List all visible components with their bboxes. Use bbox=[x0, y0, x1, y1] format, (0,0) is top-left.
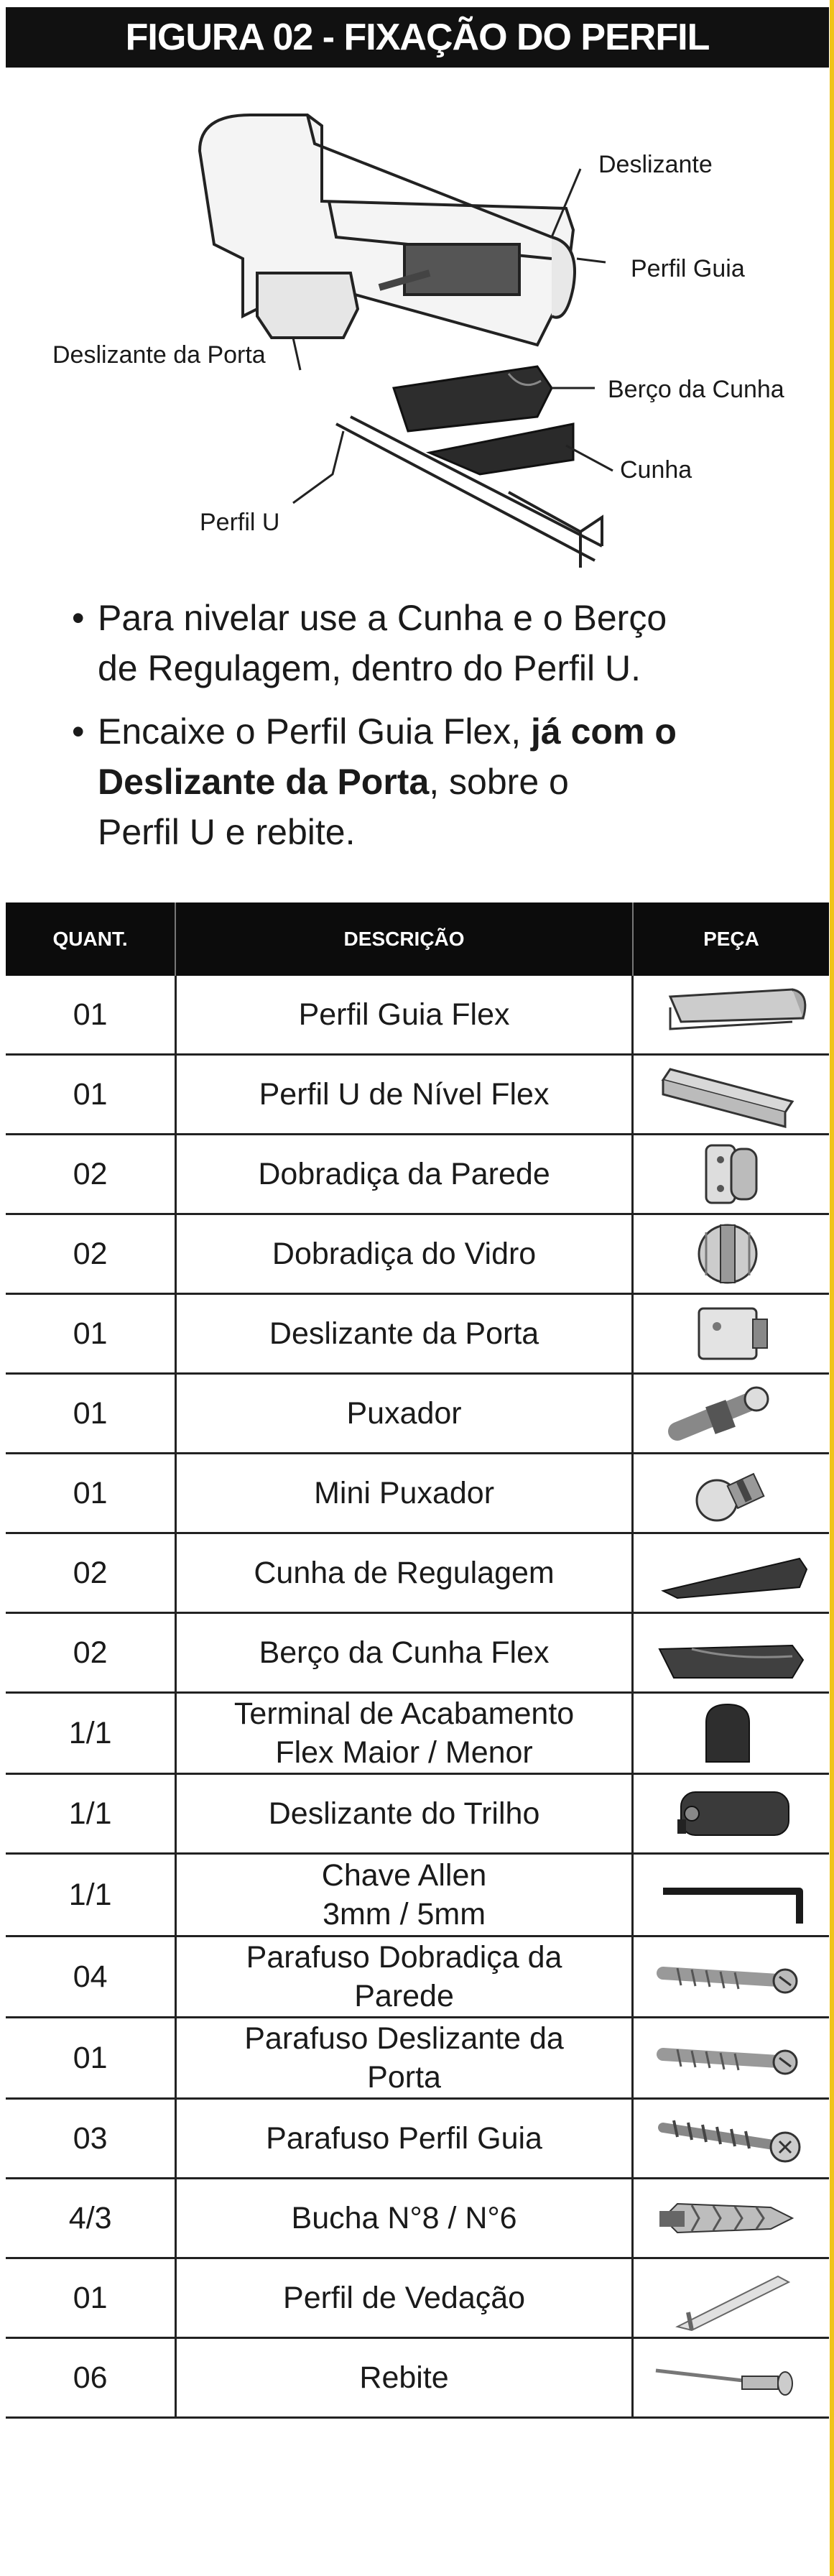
cell-peca bbox=[634, 2339, 829, 2416]
cell-peca bbox=[634, 1614, 829, 1691]
cell-quant: 02 bbox=[6, 1614, 177, 1691]
header-quant: QUANT. bbox=[6, 902, 176, 976]
instruction-bullet-1 bbox=[72, 593, 790, 693]
table-row bbox=[6, 1056, 829, 1135]
instruction-1-line-2: de Regulagem, dentro do Perfil U. bbox=[98, 648, 641, 688]
table-header bbox=[6, 902, 829, 976]
label-cunha: Cunha bbox=[620, 456, 692, 484]
table-row bbox=[6, 1215, 829, 1295]
cell-quant: 06 bbox=[6, 2339, 177, 2416]
cell-quant: 01 bbox=[6, 2018, 177, 2097]
assembly-illustration bbox=[6, 72, 829, 575]
cell-quant: 01 bbox=[6, 1454, 177, 1532]
cell-peca bbox=[634, 1694, 829, 1773]
cell-quant: 4/3 bbox=[6, 2179, 177, 2257]
instruction-2-bold-1: já com o bbox=[531, 711, 677, 752]
cell-peca bbox=[634, 1056, 829, 1133]
table-row bbox=[6, 1295, 829, 1375]
cell-peca bbox=[634, 1775, 829, 1852]
cell-descricao: Chave Allen 3mm / 5mm bbox=[177, 1855, 633, 1935]
cell-quant: 04 bbox=[6, 1937, 177, 2016]
table-row bbox=[6, 1135, 829, 1215]
track-slider-icon bbox=[649, 1778, 814, 1850]
instruction-1-line-1: Para nivelar use a Cunha e o Berço bbox=[98, 598, 667, 638]
cell-quant: 01 bbox=[6, 976, 177, 1053]
cell-quant: 01 bbox=[6, 1295, 177, 1372]
cell-descricao: Dobradiça da Parede bbox=[177, 1135, 633, 1213]
cell-peca bbox=[634, 1937, 829, 2016]
parts-table bbox=[6, 902, 829, 2419]
table-row bbox=[6, 1614, 829, 1694]
seal-profile-icon bbox=[649, 2262, 814, 2334]
cell-descricao: Deslizante do Trilho bbox=[177, 1775, 633, 1852]
cell-peca bbox=[634, 2179, 829, 2257]
cell-descricao: Deslizante da Porta bbox=[177, 1295, 633, 1372]
page-right-border bbox=[830, 0, 834, 2576]
table-row bbox=[6, 2018, 829, 2100]
cell-quant: 01 bbox=[6, 2259, 177, 2337]
table-row bbox=[6, 1694, 829, 1775]
cell-peca bbox=[634, 2259, 829, 2337]
cell-peca bbox=[634, 976, 829, 1053]
instruction-2-post: , sobre o bbox=[429, 762, 569, 802]
table-row bbox=[6, 2259, 829, 2339]
cell-descricao: Cunha de Regulagem bbox=[177, 1534, 633, 1612]
wedge-icon bbox=[649, 1537, 814, 1609]
cell-descricao: Perfil U de Nível Flex bbox=[177, 1056, 633, 1133]
screw-icon bbox=[649, 1941, 814, 2013]
cell-peca bbox=[634, 1215, 829, 1293]
cell-descricao: Berço da Cunha Flex bbox=[177, 1614, 633, 1691]
table-row bbox=[6, 2179, 829, 2259]
instruction-2-line-3: Perfil U e rebite. bbox=[98, 812, 356, 852]
cell-descricao: Perfil Guia Flex bbox=[177, 976, 633, 1053]
wall-hinge-icon bbox=[649, 1138, 814, 1210]
cell-peca bbox=[634, 2100, 829, 2177]
cell-peca bbox=[634, 1135, 829, 1213]
cell-peca bbox=[634, 1855, 829, 1935]
rail-profile-icon bbox=[649, 979, 814, 1051]
table-row bbox=[6, 1937, 829, 2018]
screw-icon bbox=[649, 2022, 814, 2094]
assembly-diagram bbox=[6, 72, 829, 575]
cell-peca bbox=[634, 1534, 829, 1612]
label-deslizante: Deslizante bbox=[598, 151, 713, 178]
cell-descricao: Parafuso Deslizante da Porta bbox=[177, 2018, 633, 2097]
allen-key-icon bbox=[649, 1859, 814, 1931]
table-row bbox=[6, 1375, 829, 1454]
berco-cunha-drawing bbox=[394, 366, 552, 431]
label-berco-cunha: Berço da Cunha bbox=[608, 376, 784, 403]
wedge-cradle-icon bbox=[649, 1617, 814, 1689]
label-perfil-guia: Perfil Guia bbox=[631, 255, 745, 282]
rivet-icon bbox=[649, 2342, 814, 2414]
cell-peca bbox=[634, 1375, 829, 1452]
cell-descricao: Rebite bbox=[177, 2339, 633, 2416]
table-row bbox=[6, 1454, 829, 1534]
end-cap-icon bbox=[649, 1697, 814, 1769]
table-row bbox=[6, 2339, 829, 2419]
cell-quant: 03 bbox=[6, 2100, 177, 2177]
cell-quant: 01 bbox=[6, 1375, 177, 1452]
cell-quant: 1/1 bbox=[6, 1855, 177, 1935]
instruction-2-bold-2: Deslizante da Porta bbox=[98, 762, 430, 802]
label-deslizante-porta: Deslizante da Porta bbox=[52, 341, 266, 369]
instructions bbox=[72, 593, 790, 857]
table-body bbox=[6, 976, 829, 2419]
cell-quant: 1/1 bbox=[6, 1694, 177, 1773]
table-row bbox=[6, 2100, 829, 2179]
cell-descricao: Perfil de Vedação bbox=[177, 2259, 633, 2337]
wall-plug-icon bbox=[649, 2182, 814, 2254]
cell-peca bbox=[634, 2018, 829, 2097]
cell-descricao: Puxador bbox=[177, 1375, 633, 1452]
cell-descricao: Mini Puxador bbox=[177, 1454, 633, 1532]
cunha-drawing bbox=[430, 424, 573, 474]
label-perfil-u: Perfil U bbox=[200, 509, 280, 536]
cell-descricao: Terminal de Acabamento Flex Maior / Menor bbox=[177, 1694, 633, 1773]
instruction-2-pre: Encaixe o Perfil Guia Flex, bbox=[98, 711, 532, 752]
cell-quant: 02 bbox=[6, 1135, 177, 1213]
header-peca: PEÇA bbox=[703, 928, 759, 950]
mini-handle-icon bbox=[649, 1457, 814, 1529]
handle-icon bbox=[649, 1377, 814, 1449]
table-row bbox=[6, 1534, 829, 1614]
wood-screw-icon bbox=[649, 2102, 814, 2174]
cell-descricao: Parafuso Perfil Guia bbox=[177, 2100, 633, 2177]
header-descricao: DESCRIÇÃO bbox=[176, 902, 634, 976]
table-row bbox=[6, 1775, 829, 1855]
table-row bbox=[6, 1855, 829, 1937]
u-profile-icon bbox=[649, 1058, 814, 1130]
figure-title: FIGURA 02 - FIXAÇÃO DO PERFIL bbox=[6, 7, 829, 68]
glass-hinge-icon bbox=[649, 1218, 814, 1290]
cell-descricao: Bucha N°8 / N°6 bbox=[177, 2179, 633, 2257]
table-row bbox=[6, 976, 829, 1056]
door-slider-icon bbox=[649, 1298, 814, 1370]
cell-quant: 01 bbox=[6, 1056, 177, 1133]
instruction-bullet-2 bbox=[72, 706, 790, 857]
cell-quant: 02 bbox=[6, 1215, 177, 1293]
cell-descricao: Parafuso Dobradiça da Parede bbox=[177, 1937, 633, 2016]
cell-quant: 02 bbox=[6, 1534, 177, 1612]
cell-peca bbox=[634, 1454, 829, 1532]
cell-quant: 1/1 bbox=[6, 1775, 177, 1852]
cell-descricao: Dobradiça do Vidro bbox=[177, 1215, 633, 1293]
cell-peca bbox=[634, 1295, 829, 1372]
